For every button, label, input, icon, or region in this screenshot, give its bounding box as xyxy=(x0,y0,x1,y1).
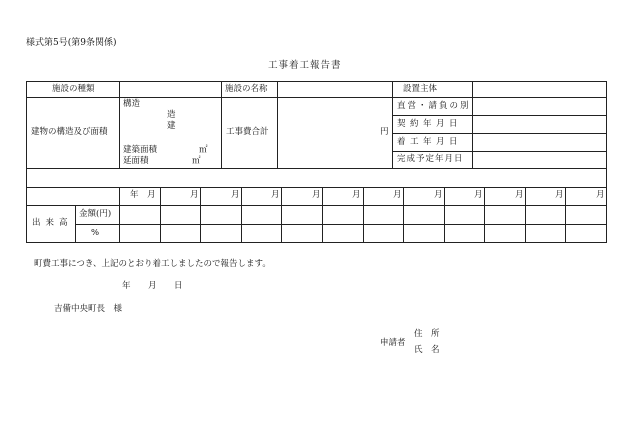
building-structure-area-label: 建物の構造及び面積 xyxy=(31,127,108,137)
total-cost-label: 工事費合計 xyxy=(226,127,269,137)
total-cost-unit: 円 xyxy=(380,127,389,137)
total-floor-area-label: 延面積 xyxy=(123,156,149,166)
amount-label: 金額(円) xyxy=(79,209,112,219)
month-header: 月 xyxy=(271,190,280,200)
direct-contract-label: 直営・請負の別 xyxy=(397,101,471,111)
start-date-label: 着工年月日 xyxy=(397,137,463,147)
facility-type-value[interactable] xyxy=(122,85,218,95)
month-header: 月 xyxy=(231,190,240,200)
building-area-label: 建築面積 xyxy=(123,145,158,155)
month-header: 月 xyxy=(393,190,402,200)
applicant-label: 申請者 xyxy=(380,338,406,348)
month-header: 月 xyxy=(555,190,564,200)
ken-label: 建 xyxy=(167,121,176,131)
applicant-address-label: 住 所 xyxy=(414,329,440,339)
month-header: 月 xyxy=(474,190,483,200)
facility-name-value[interactable] xyxy=(280,85,388,95)
zo-label: 造 xyxy=(167,110,176,120)
statement-text: 町費工事につき、上記のとおり着工しましたので報告します。 xyxy=(34,259,271,269)
building-area-unit: ㎡ xyxy=(199,145,208,155)
form-number: 様式第5号(第9条関係) xyxy=(26,38,117,48)
total-floor-area-unit: ㎡ xyxy=(192,156,201,166)
document-title: 工事着工報告書 xyxy=(268,60,342,71)
facility-name-label: 施設の名称 xyxy=(225,84,268,94)
year-month-header: 年 月 xyxy=(130,190,156,200)
installer-label: 設置主体 xyxy=(403,84,438,94)
facility-type-label: 施設の種類 xyxy=(52,84,95,94)
date-day: 日 xyxy=(174,281,183,291)
date-month: 月 xyxy=(148,281,157,291)
percent-label: % xyxy=(91,228,100,238)
month-header: 月 xyxy=(596,190,605,200)
month-header: 月 xyxy=(352,190,361,200)
applicant-name-label: 氏 名 xyxy=(414,345,440,355)
month-header: 月 xyxy=(434,190,443,200)
contract-date-label: 契約年月日 xyxy=(397,119,463,129)
month-header: 月 xyxy=(515,190,524,200)
completion-date-label: 完成予定年月日 xyxy=(397,154,464,164)
structure-label: 構造 xyxy=(123,99,141,109)
shipment-label: 出来高 xyxy=(32,218,73,228)
month-header: 月 xyxy=(312,190,321,200)
date-year: 年 xyxy=(122,281,131,291)
month-header: 月 xyxy=(190,190,199,200)
installer-value[interactable] xyxy=(475,85,603,95)
addressee: 吉備中央町長 様 xyxy=(54,304,123,314)
